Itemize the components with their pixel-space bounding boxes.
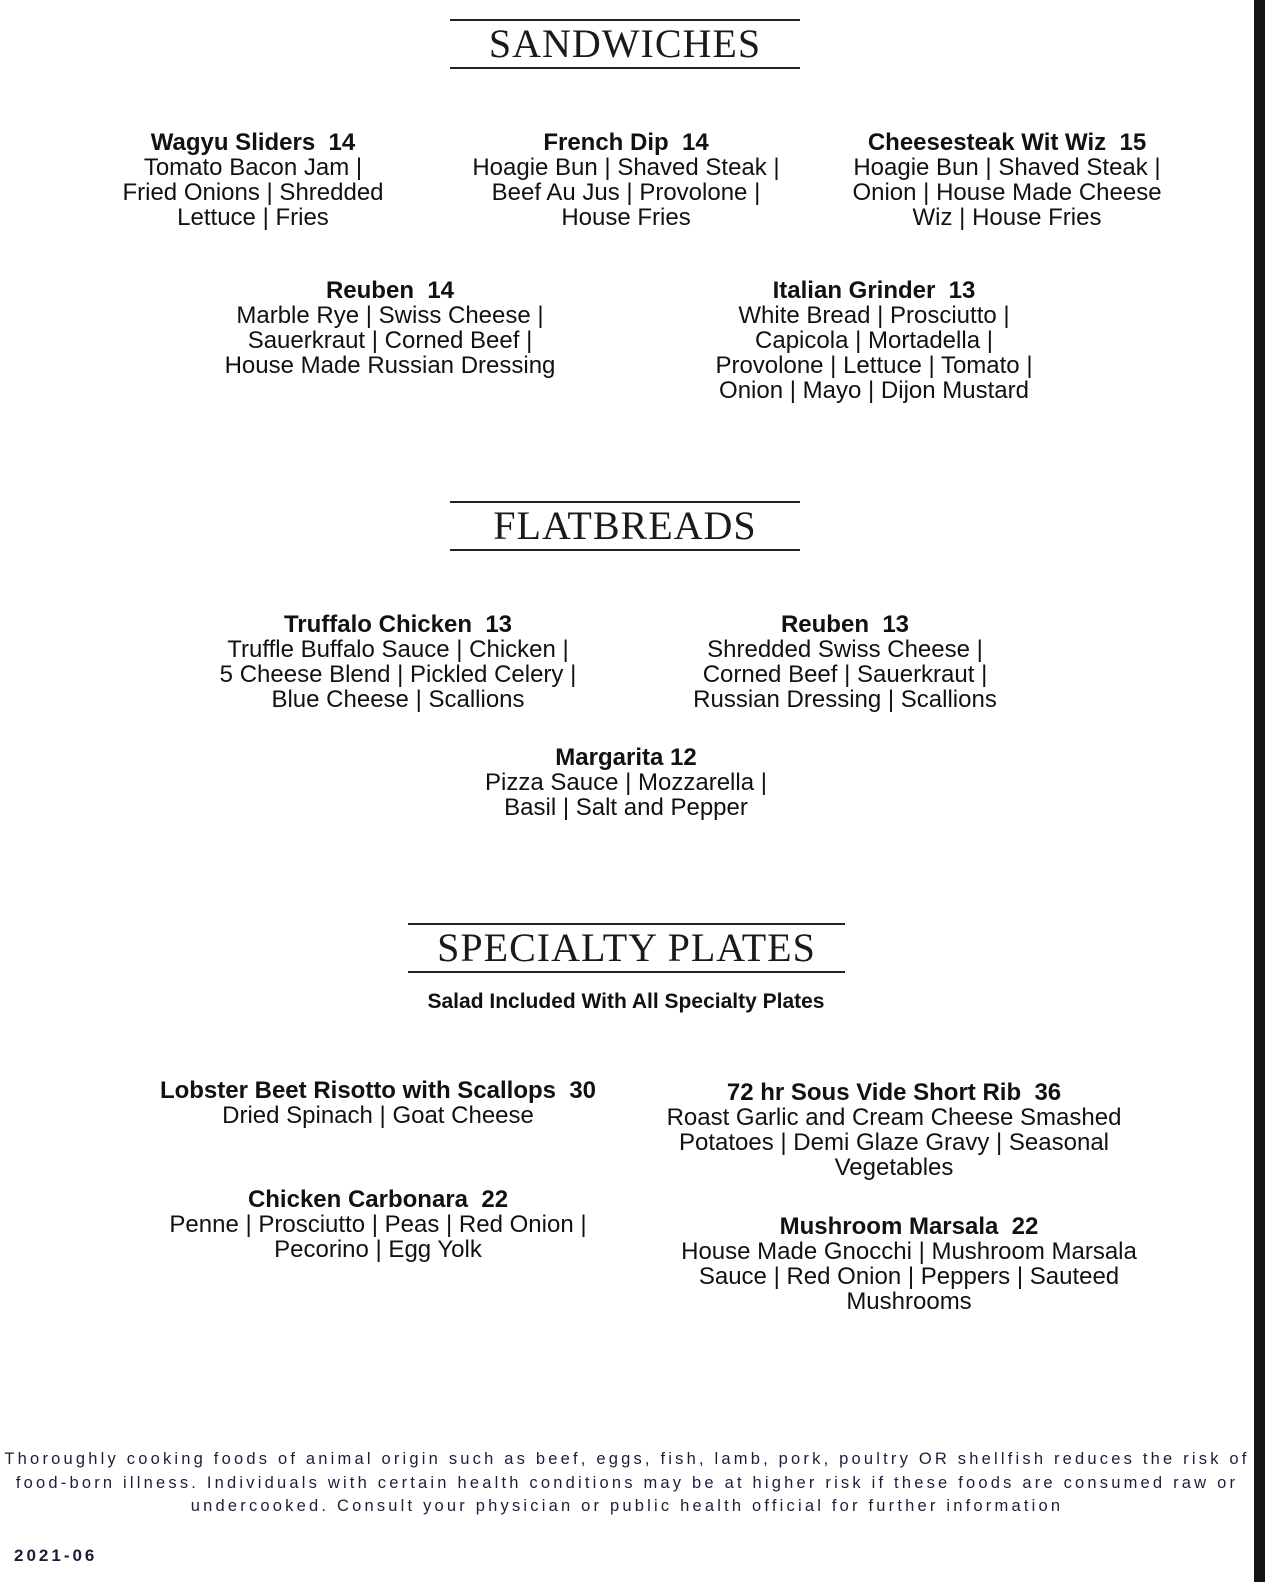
menu-item-name: Mushroom Marsala 22 [779,1213,1039,1240]
menu-item-name: Reuben 13 [780,611,910,638]
menu-item-description: Marble Rye | Swiss Cheese | Sauerkraut | Corned Beef | House Made Russian Dressing [224,302,556,379]
menu-item-description: Truffle Buffalo Sauce | Chicken | 5 Cheese Blend | Pickled Celery | Blue Cheese | Scallions [219,636,577,713]
menu-item [88,130,418,230]
menu-item [456,745,796,820]
menu-item-description: White Bread | Prosciutto | Capicola | Mortadella | Provolone | Lettuce | Tomato | Onion | Mayo | Dijon Mustard [715,302,1033,404]
menu-item-description: Dried Spinach | Goat Cheese [222,1102,534,1129]
menu-item [200,278,580,378]
menu-item-name: Cheesesteak Wit Wiz 15 [867,129,1147,156]
section-subtitle: Salad Included With All Specialty Plates [427,990,825,1013]
menu-item [446,130,806,230]
menu-item-description: Roast Garlic and Cream Cheese Smashed Potatoes | Demi Glaze Gravy | Seasonal Vegetables [666,1104,1122,1181]
food-safety-disclaimer: Thoroughly cooking foods of animal origin such as beef, eggs, fish, lamb, pork, poultry OR shellfish reduces the risk of food-born illness. Individuals with certain health conditions may be at higher risk if these foods are consumed raw or undercooked. Consult your physician or public health official for further information [4,1450,1250,1515]
menu-item [143,1078,613,1128]
menu-version-code: 2021-06 [14,1546,98,1565]
menu-item [827,130,1187,230]
menu-item-name: 72 hr Sous Vide Short Rib 36 [726,1079,1062,1106]
menu-item-name: Margarita 12 [555,744,697,771]
menu-item-description: House Made Gnocchi | Mushroom Marsala Sauce | Red Onion | Peppers | Sauteed Mushrooms [681,1238,1137,1315]
menu-item-description: Tomato Bacon Jam | Fried Onions | Shredded Lettuce | Fries [122,154,384,231]
menu-item-description: Pizza Sauce | Mozzarella | Basil | Salt and Pepper [485,769,767,821]
menu-item [684,278,1064,403]
menu-item [143,1187,613,1262]
menu-item-name: Italian Grinder 13 [772,277,976,304]
page-edge-bar [1254,0,1265,1582]
menu-item-name: French Dip 14 [543,129,709,156]
menu-item [198,612,598,712]
menu-item-name: Truffalo Chicken 13 [283,611,513,638]
menu-item-name: Lobster Beet Risotto with Scallops 30 [159,1077,597,1104]
menu-item [655,612,1035,712]
section-title-flatbreads: FLATBREADS [450,501,800,551]
menu-item-name: Reuben 14 [325,277,455,304]
menu-item-name: Wagyu Sliders 14 [150,129,356,156]
menu-item-name: Chicken Carbonara 22 [247,1186,509,1213]
section-title-specialty-plates: SPECIALTY PLATES [408,923,845,973]
menu-item-description: Shredded Swiss Cheese | Corned Beef | Sauerkraut | Russian Dressing | Scallions [693,636,997,713]
menu-item-description: Hoagie Bun | Shaved Steak | Beef Au Jus | Provolone | House Fries [472,154,780,231]
menu-item [664,1214,1154,1314]
section-title-sandwiches: SANDWICHES [450,19,800,69]
menu-item [649,1080,1139,1180]
menu-item-description: Hoagie Bun | Shaved Steak | Onion | House Made Cheese Wiz | House Fries [852,154,1162,231]
menu-item-description: Penne | Prosciutto | Peas | Red Onion | Pecorino | Egg Yolk [169,1211,587,1263]
